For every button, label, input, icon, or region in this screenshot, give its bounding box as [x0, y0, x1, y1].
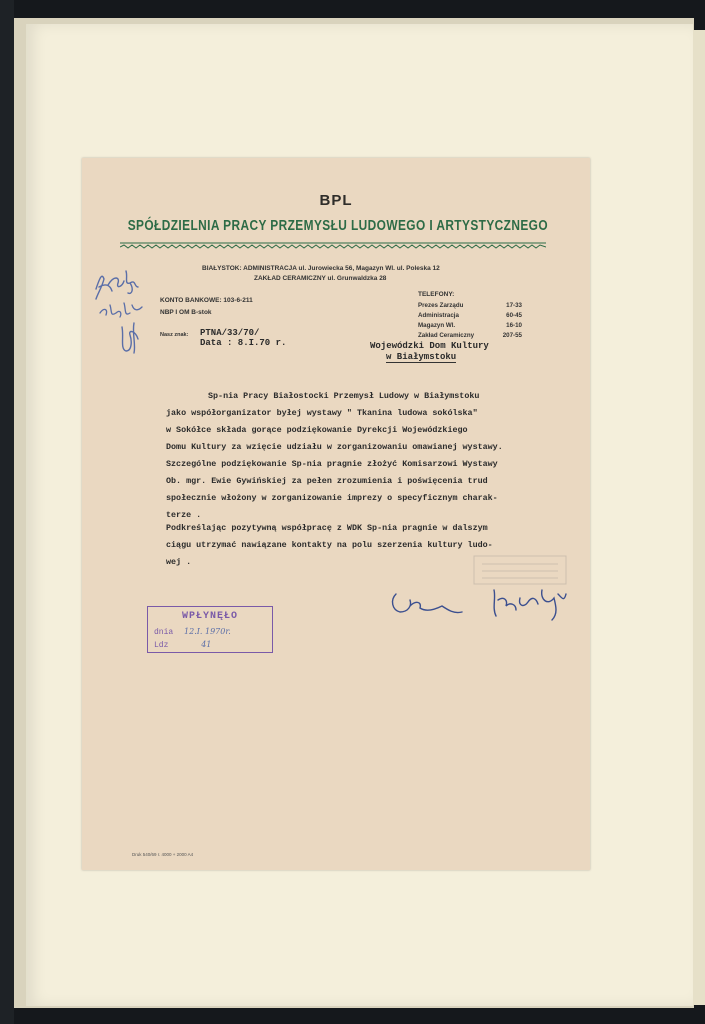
stamp-date-label: dnia [154, 628, 174, 637]
organization-name: SPÓŁDZIELNIA PRACY PRZEMYSŁU LUDOWEGO I ARTYSTYCZNEGO [127, 218, 549, 234]
letter-document [82, 158, 590, 870]
stamp-ldz-label: Ldz [154, 641, 169, 650]
body-line: terze . [166, 510, 202, 520]
received-stamp [147, 606, 273, 653]
phone-row: Zakład Ceramiczny 207-55 [418, 332, 522, 339]
decorative-rule [120, 242, 546, 250]
logo-text: BPL [319, 192, 353, 209]
handwritten-signatures [382, 576, 582, 626]
phones-label: TELEFONY: [418, 291, 455, 298]
body-line: Domu Kultury za wzięcie udziału w zorganizowaniu omawianej wystawy. [166, 442, 503, 452]
recipient-line-2: w Białymstoku [386, 352, 457, 362]
body-line: Sp-nia Pracy Białostocki Przemysł Ludowy w Białymstoku [208, 391, 480, 401]
reference-number: PTNA/33/70/ [200, 328, 260, 338]
album-page-right-edge [693, 30, 705, 1005]
address-line-1: BIAŁYSTOK: ADMINISTRACJA ul. Jurowiecka 56, Magazyn Wl. ul. Poleska 12 [202, 265, 440, 272]
bank-account: KONTO BANKOWE: 103-6-211 [160, 297, 253, 304]
body-line: ciągu utrzymać nawiązane kontakty na polu szerzenia kultury ludo- [166, 540, 493, 550]
reference-label: Nasz znak: [160, 332, 189, 338]
body-line: jako współorganizator byłej wystawy " Tkanina ludowa sokólska" [166, 408, 478, 418]
body-line: Podkreślając pozytywną współpracę z WDK Sp-nia pragnie w dalszym [166, 523, 488, 533]
stamp-date-value: 12.I. 1970r. [184, 627, 231, 636]
stamp-title: WPŁYNĘŁO [181, 611, 238, 622]
recipient-line-1: Wojewódzki Dom Kultury [370, 341, 489, 351]
stamp-date-row [154, 627, 231, 637]
body-line: Ob. mgr. Ewie Gywińskiej za pełen zrozumienia i poświęcenia trud [166, 476, 488, 486]
stamp-ldz-row [154, 640, 211, 650]
stamp-ldz-value: 41 [201, 640, 212, 649]
phone-row: Prezes Zarządu 17-33 [418, 302, 522, 309]
body-line: w Sokółce składa gorące podziękowanie Dyrekcji Wojewódzkiego [166, 425, 468, 435]
body-line: Szczególne podziękowanie Sp-nia pragnie złożyć Komisarzowi Wystawy [166, 459, 498, 469]
bank-branch: NBP I OM B-stok [160, 309, 212, 316]
body-line: wej . [166, 557, 192, 567]
album-binding [0, 0, 14, 1024]
letter-date: Data : 8.I.70 r. [200, 338, 287, 348]
body-line: społecznie włożony w zorganizowanie imprezy o specyficznym charak- [166, 493, 498, 503]
handwritten-marginal-note [90, 263, 156, 359]
phone-list [418, 301, 522, 341]
phone-row: Magazyn Wl. 16-10 [418, 322, 522, 329]
phone-row: Administracja 60-45 [418, 312, 522, 319]
print-footer: Druk 540/69 r. 4000 + 2000 A4 [132, 852, 194, 857]
address-line-2: ZAKŁAD CERAMICZNY ul. Grunwaldzka 28 [254, 275, 387, 282]
